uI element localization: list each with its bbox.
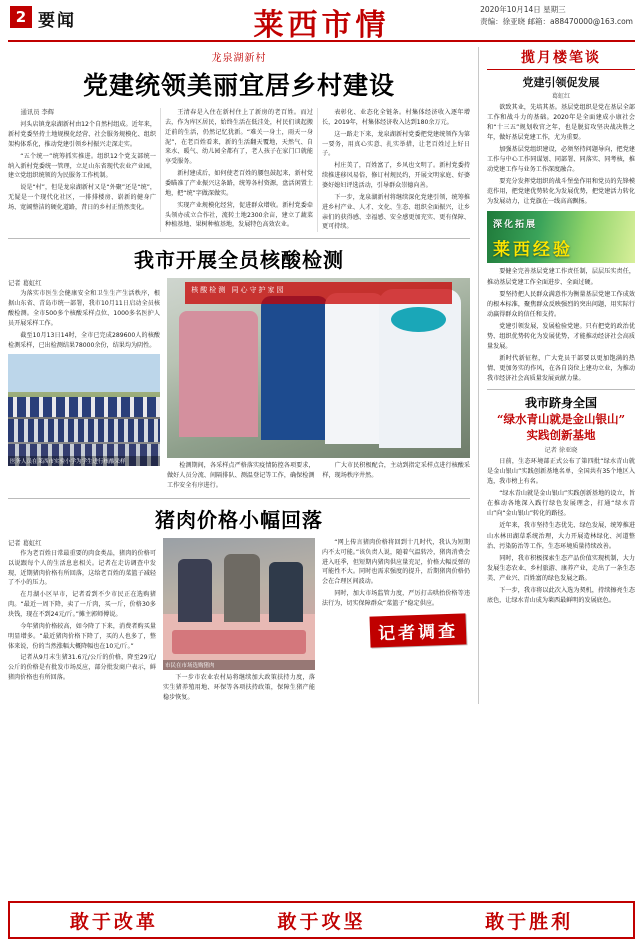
editor-line [480,16,633,28]
photo-caption-left: 医务人员在莱西市实验小学为学生进行核酸采样 [8,456,160,466]
slogan-3: 敢于胜利 [485,910,574,933]
s3-c1-p3: 记者从9月末生猪31.6元/公斤的价格，降至29元/公斤的价格是有批发市场反应，部分批发商户表示，鲜猪肉价格也有所回落。 [8,654,156,682]
section3-col-1 [8,538,156,705]
section-name: 要闻 [38,11,76,31]
section3-byline: 记者 葛虹红 [8,539,42,547]
section3-text-3 [322,538,470,609]
photo-meat-market [163,538,315,670]
rail-article2-title-line3: 实践创新基地 [526,427,596,442]
rail-p3: 要健全完善基层党建工作责任制，层层压实责任，推动基层党建工作全面进步、全面过硬。 [487,268,635,286]
rail-byline: 葛虹红 [551,93,571,100]
rail-divider [487,389,635,390]
rail2-p0: 日前，生态环境部正式公布了第四批“绿水青山就是金山银山”实践创新基地名单，全国共有35个地区入选，我市榜上有名。 [487,458,635,486]
photo-caption-market: 市民在市场选购猪肉 [163,660,315,670]
lead-kicker: 龙泉湖新村 [211,53,267,64]
section3-grid [8,538,470,705]
rail-article-body-2 [487,267,635,384]
photo-school-testing [8,354,160,466]
lead-p5: 实现产业规模化经营，促进群众增收。新村党委牵头领办成立合作社，流转土地2300余亩，建立了蔬菜种植基地、果树种植基地，发展特色高效农业。 [165,201,313,229]
section-nucleic-testing [8,238,470,491]
rail2-p4: 下一步，我市将以此次入选为契机，持续擦亮生态底色，让绿水青山成为莱西最鲜明的发展底色。 [487,586,635,604]
rail2-p3: 同时，我市积极探索生态产品价值实现机制，大力发展生态农业、乡村旅游、康养产业，走出了一条生态美、产业兴、百姓富的绿色发展之路。 [487,554,635,582]
lead-p1: “五个统一”统筹抓实推进。组织12个党支部统一纳入新村党委统一管理，立足山东省现代农业产业园，建立党组织统领的为民服务工作机制。 [8,152,156,180]
divider-2 [8,498,470,499]
s3-c1-p0: 作为老百姓日常最重要的肉食类品，猪肉的价格可以说跟每个人的生活息息相关。记者在走访调查中发现，近期猪肉价格有所回落，这给老百姓的菜篮子减轻了不小的压力。 [8,549,156,587]
section2-r-p1: 广大市民积极配合，主动到指定采样点进行核酸采样，现场秩序井然。 [322,462,470,480]
section2-right-column [167,278,470,491]
lead-p8: 村庄美了，百姓富了，乡风也文明了。新村党委持续推进移风易俗，修订村规民约，开展文明家庭、好婆婆好媳妇评选活动，引导群众崇德向善。 [322,162,470,190]
section2-headline: 我市开展全员核酸检测 [134,248,344,273]
section2-l-p1: 截至10月13日14时，全市已完成289600人的核酸检测采样，已出检测结果78000余份，结果均为阴性。 [8,331,160,349]
slogan-1: 敢于改革 [69,910,158,933]
section3-headline: 猪肉价格小幅回落 [155,507,323,532]
contact-email: 邮箱：a88470000@163.com [527,16,633,26]
lead-p7: 这一路走下来，龙泉湖新村党委把党建统领作为第一要务，用真心实意、扎实举措，让老百姓过上好日子。 [322,130,470,158]
section2-text-right [167,461,470,491]
promo-banner-laixi-experience [487,211,635,263]
section2-byline: 记者 葛虹红 [8,280,42,288]
section2-text-left [8,289,160,350]
rail-header: 揽月楼笔谈 [487,47,635,70]
rail-p1: 加强基层党组织建设，必须坚持问题导向，把党建工作与中心工作同谋划、同部署、同落实、同考核，推动党建工作与业务工作深度融合。 [487,146,635,174]
rail-article-title: 党建引领促发展 [522,76,600,89]
publish-date: 2020年10月14日 星期三 [480,5,566,14]
rail-p6: 新时代新征程，广大党员干部要以更加饱满的热情、更加务实的作风，在各自岗位上建功立业，为推动我市经济社会高质量发展贡献力量。 [487,354,635,382]
s3-c2-p2: 同时，加大市场监管力度，严厉打击哄抬价格等违法行为，切实保障群众“菜篮子”稳定供应。 [322,590,470,608]
page-columns [8,47,635,704]
rail-article2-title-line2: “绿水青山就是金山银山” [496,412,626,427]
rail2-p2: 近年来，我市坚持生态优先、绿色发展，统筹推进山水林田湖草系统治理，大力开展造林绿化、河道整治、污染防治等工作，生态环境质量持续改善。 [487,522,635,550]
section3-text-1 [8,549,156,683]
editor-name: 责编：徐亚晓 [480,16,526,26]
lead-p9: 下一步，龙泉湖新村将继续深化党建引领，统筹推进乡村产业、人才、文化、生态、组织全面振兴，让乡亲们的获得感、幸福感、安全感更加充实、更有保障、更可持续。 [322,193,470,231]
paper-title: 莱西市情 [253,8,390,43]
masthead-info [480,4,633,27]
rail-p2: 要充分发挥党组织的战斗堡垒作用和党员的先锋模范作用，把党建优势转化为发展优势，把党建活力转化为发展动力，让党旗在一线高高飘扬。 [487,178,635,206]
lead-p0: 河头店镇龙泉湖新村由12个自然村组成。近年来，新村党委坚持土地规模化经营、社会服务规模化、组织架构体系化，推动党建引领乡村振兴走深走实。 [8,121,156,148]
right-rail [478,47,635,704]
s3-c1-p1: 在月湖小区早市，记者看到不少市民正在选购猪肉。“最近一周下降，卖了一斤肉，买一斤，价格30多块钱，现在不到24元/斤。”摊主郭师傅说。 [8,591,156,619]
slogan-2: 敢于攻坚 [277,910,366,933]
section3-photo-col [163,538,315,705]
lead-headline: 党建统领美丽宜居乡村建设 [82,71,395,100]
lead-p2: 说是“村”，但是龙泉湖新村又是“外聚”还是“统”，无疑是一个现代化社区，一排排楼房、崭新的健身广场、宽阔整洁的硬化道路，昔日的乡村正悄然变化。 [8,184,156,212]
divider [8,238,470,239]
rail-p4: 要坚持把人民群众满意作为衡量基层党建工作成效的根本标准，聚焦群众反映强烈的突出问题，用实际行动赢得群众的信任和支持。 [487,290,635,318]
s3-c2-p0: “网上传言猪肉价格将回到十几时代，我认为短期内不太可能。”该负责人说，随着气温转冷，猪肉消费会进入旺季，但短期内猪肉供应量充足，价格大幅反弹的可能性不大。同时也需求强度的提升，后期猪肉价格仍会在合理区间波动。 [322,538,470,586]
main-column [8,47,470,704]
section2-body [8,278,470,491]
rail-p5: 党建引领发展，发展检验党建。只有把党的政治优势、组织优势转化为发展优势，才能推动经济社会高质量发展。 [487,322,635,350]
lead-p4: 新村建成后，如何使老百姓的腰包鼓起来，新村党委瞄准了产业振兴这条路，统筹各村资源，盘活闲置土地，把“统”字做深做实。 [165,170,313,197]
page-number-badge: 2 [10,6,32,28]
s3-c2-p1: 下一步市农业农村局将继续加大政策扶持力度，落实生猪养殖用地、环保等各项扶持政策，保障生猪产能稳步恢复。 [163,673,315,701]
lead-article-body [8,108,470,232]
section2-l-p0: 为落实市医生会健康安全和卫生生产生活秩序，根据山东省、青岛市统一部署，我市10月11日启动全员核酸检测。全市500多个核酸采样点位、1000多名医护人员开展采样工作。 [8,290,160,327]
lead-byline: 通讯员 李辉 [20,109,55,116]
lead-p6: 表彰化、业态化全链条。村集体经济收入逐年增长，2019年，村集体经济收入达到180余万元。 [322,109,470,126]
rail-article2-title-line1: 我市跻身全国 [524,395,597,410]
section3-col-3 [322,538,470,705]
photo-ppe-testing: 核酸检测 同心守护家园 [167,278,470,458]
lead-p3: 王清春是入住在新村住上了新房的老百姓。而过去，作为库区居民，始终生活在低洼处，村民们谈起搬迁前的生活，仍然记忆犹新。“难关一身土，雨天一身泥”，在老百姓看来，新的生活翻天覆地，天然气、自来水、暖气、幼儿园全都有了，老人孩子在家门口就能享受服务。 [165,109,313,166]
section2-r-p0: 检测期间，各采样点严格落实疫情防控各项要求，做好人员分流、间隔排队、测温登记等工作，确保检测工作安全有序进行。 [167,462,315,490]
reporter-investigation-stamp: 记者调查 [369,613,466,647]
rail-p0: 欲致其业，先培其基。基层党组织是党在基层全部工作和战斗力的基础。2020年是全面建成小康社会和“十三五”规划收官之年，也是脱贫攻坚决战决胜之年，做好基层党建工作，尤为重要。 [487,104,635,142]
bottom-slogan-banner [8,901,635,939]
rail-article2-body [487,457,635,606]
s3-c1-p2: 今年猪肉价格较高，如今降了下来，消费者购买量明显增多。“最近猪肉价格下降了，买的人也多了，整体来说，份的当然涨幅大概降幅也在10元/斤。” [8,622,156,650]
promo-line2: 莱西经验 [493,240,573,261]
section2-left-column [8,278,160,491]
rail-article-body [487,103,635,207]
masthead [8,0,635,42]
section3-text-under-photo [163,673,315,703]
section-pork-price [8,498,470,705]
rail-article2-byline: 记者 徐亚晓 [544,447,578,455]
rail2-p1: “绿水青山就是金山银山”实践创新基地的设立，旨在推动各地深入践行绿色发展理念，打通“绿水青山”向“金山银山”转化的路径。 [487,490,635,518]
promo-line1: 深化拓展 [493,220,538,231]
